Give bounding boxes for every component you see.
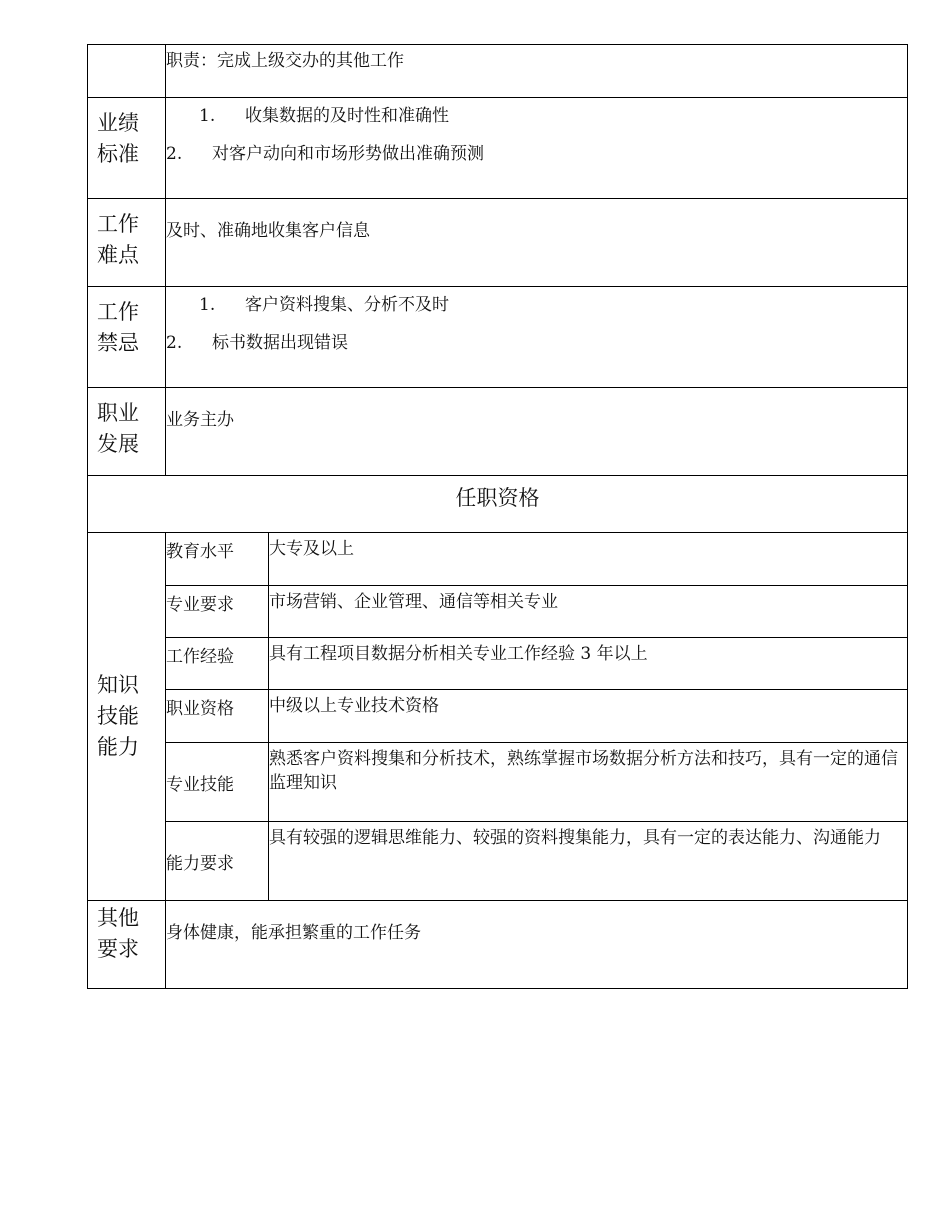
duty-text: 职责：完成上级交办的其他工作 (166, 45, 908, 98)
other-text: 身体健康，能承担繁重的工作任务 (166, 901, 908, 989)
other-label: 其他要求 (88, 901, 166, 989)
knowledge-row-4 (88, 690, 908, 743)
performance-cell (166, 98, 908, 199)
knowledge-row-3 (88, 638, 908, 690)
knowledge-label: 知识技能能力 (88, 533, 166, 901)
knowledge-item-name-2: 专业要求 (166, 586, 269, 638)
job-description-document (87, 44, 907, 989)
knowledge-row-6 (88, 822, 908, 901)
knowledge-item-value-4: 中级以上专业技术资格 (269, 690, 908, 743)
knowledge-item-value-6: 具有较强的逻辑思维能力、较强的资料搜集能力，具有一定的表达能力、沟通能力 (269, 822, 908, 901)
knowledge-row-5 (88, 743, 908, 822)
difficulty-text: 及时、准确地收集客户信息 (166, 199, 908, 287)
taboo-label: 工作禁忌 (88, 287, 166, 388)
performance-item-2: 2. 对客户动向和市场形势做出准确预测 (166, 144, 484, 164)
knowledge-item-name-6: 能力要求 (166, 822, 269, 901)
difficulty-label: 工作难点 (88, 199, 166, 287)
knowledge-item-name-5: 专业技能 (166, 743, 269, 822)
section-title: 任职资格 (88, 476, 908, 533)
taboo-item-2: 2. 标书数据出现错误 (166, 333, 348, 353)
knowledge-row-1 (88, 533, 908, 586)
taboo-row (88, 287, 908, 388)
career-row (88, 388, 908, 476)
knowledge-item-value-5: 熟悉客户资料搜集和分析技术，熟练掌握市场数据分析方法和技巧，具有一定的通信监理知识 (269, 743, 908, 822)
knowledge-item-value-3: 具有工程项目数据分析相关专业工作经验 3 年以上 (269, 638, 908, 690)
career-label: 职业发展 (88, 388, 166, 476)
knowledge-item-name-1: 教育水平 (166, 533, 269, 586)
knowledge-row-2 (88, 586, 908, 638)
difficulty-row (88, 199, 908, 287)
knowledge-item-value-2: 市场营销、企业管理、通信等相关专业 (269, 586, 908, 638)
duty-row (88, 45, 908, 98)
taboo-cell (166, 287, 908, 388)
knowledge-item-value-1: 大专及以上 (269, 533, 908, 586)
career-text: 业务主办 (166, 388, 908, 476)
performance-item-1: 1. 收集数据的及时性和准确性 (199, 106, 449, 126)
qualification-header-row (88, 476, 908, 533)
job-table (87, 44, 908, 989)
other-row (88, 901, 908, 989)
taboo-item-1: 1. 客户资料搜集、分析不及时 (199, 295, 449, 315)
performance-label: 业绩标准 (88, 98, 166, 199)
knowledge-item-name-4: 职业资格 (166, 690, 269, 743)
knowledge-item-name-3: 工作经验 (166, 638, 269, 690)
performance-row (88, 98, 908, 199)
duty-label-cell (88, 45, 166, 98)
